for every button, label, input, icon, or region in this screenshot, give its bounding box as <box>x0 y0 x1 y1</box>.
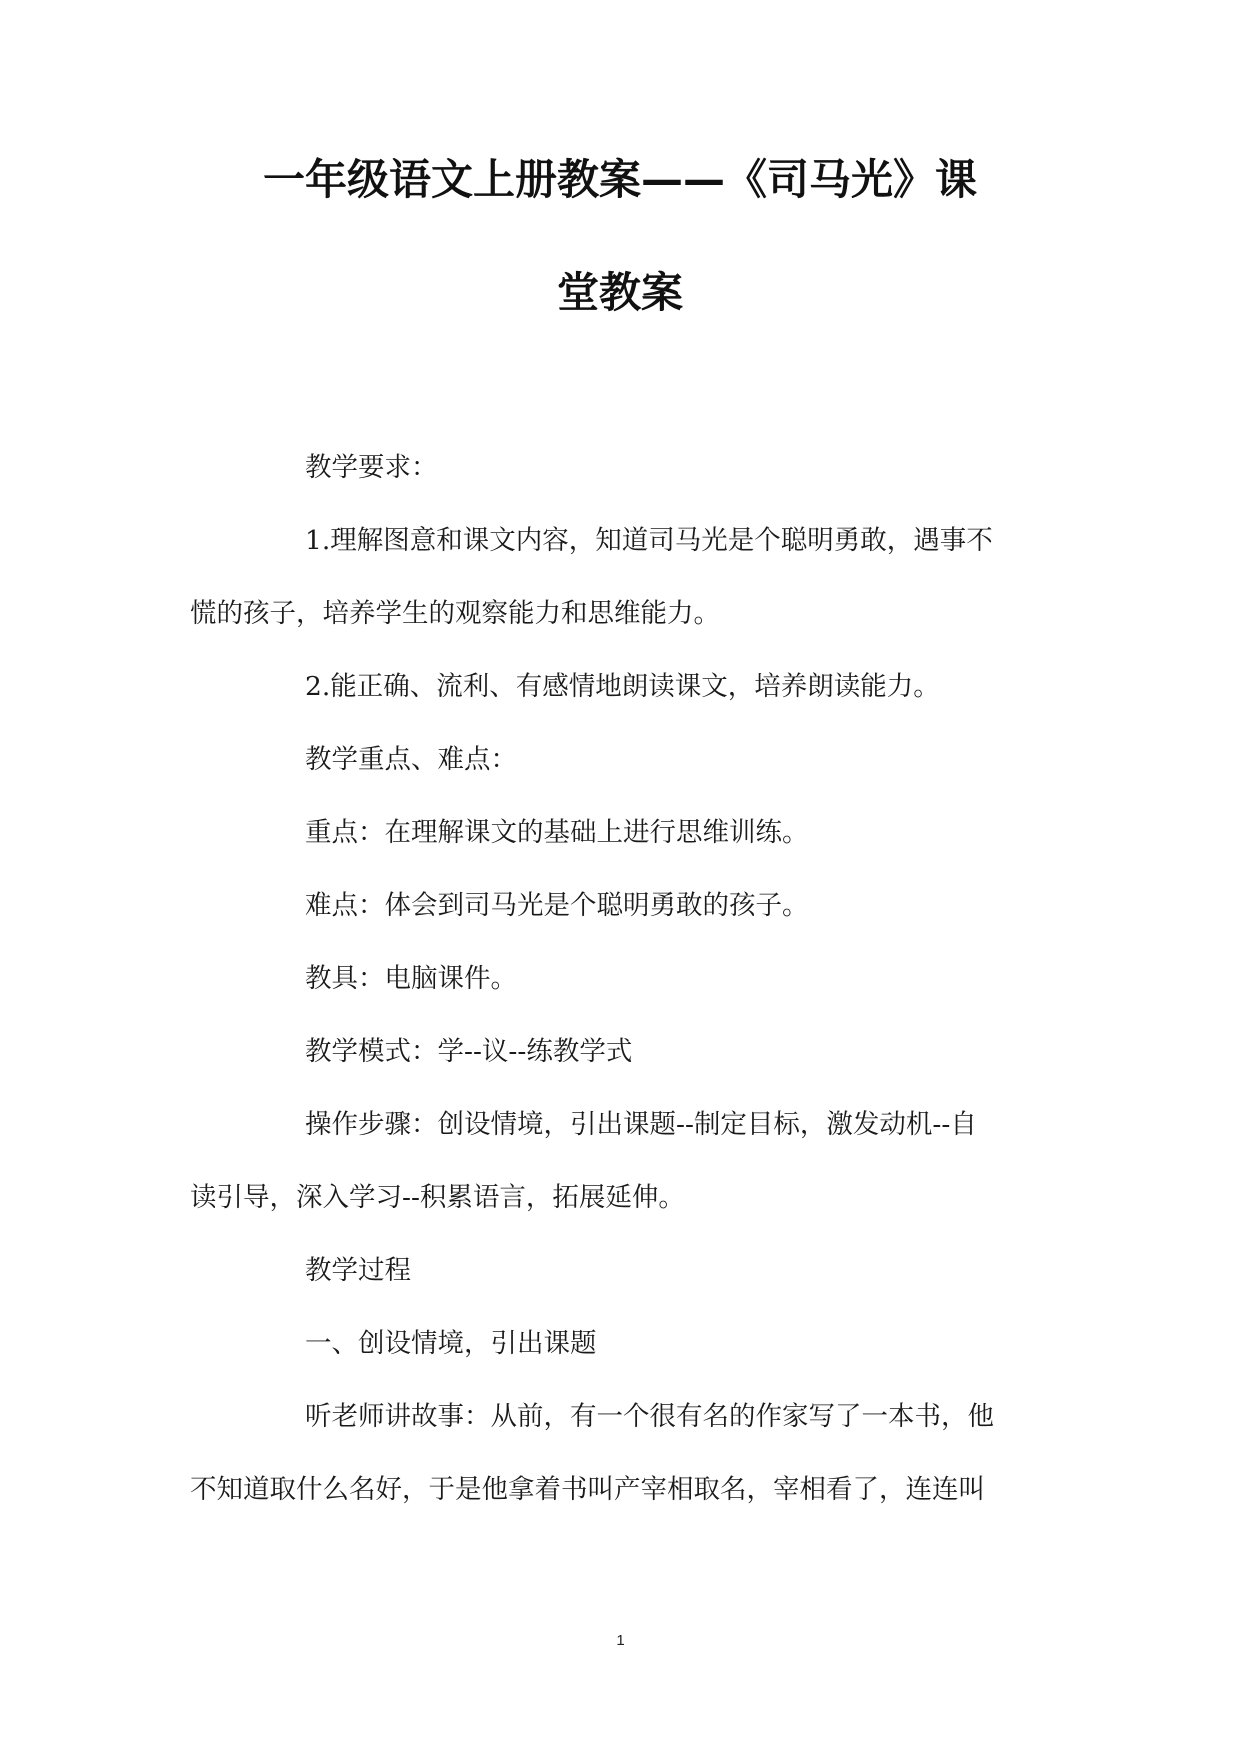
text-line: 听老师讲故事：从前，有一个很有名的作家写了一本书，他 <box>305 1401 994 1432</box>
text-line: 慌的孩子，培养学生的观察能力和思维能力。 <box>190 598 720 629</box>
text-line: 教学要求： <box>305 452 438 483</box>
text-line: 重点：在理解课文的基础上进行思维训练。 <box>305 817 809 848</box>
text-line: 教学模式：学--议--练教学式 <box>305 1036 633 1067</box>
document-title-line-1: 一年级语文上册教案——《司马光》课 <box>262 155 977 204</box>
page-number: 1 <box>616 1632 625 1649</box>
text-line: 教学过程 <box>305 1255 411 1286</box>
document-title-line-2: 堂教案 <box>556 268 683 317</box>
text-line: 难点：体会到司马光是个聪明勇敢的孩子。 <box>305 890 809 921</box>
text-line: 一、创设情境，引出课题 <box>305 1328 597 1359</box>
text-line: 2.能正确、流利、有感情地朗读课文，培养朗读能力。 <box>305 671 940 702</box>
text-line: 不知道取什么名好，于是他拿着书叫产宰相取名，宰相看了，连连叫 <box>190 1474 985 1505</box>
text-line: 教学重点、难点： <box>305 744 517 775</box>
text-line: 读引导，深入学习--积累语言，拓展延伸。 <box>190 1182 685 1213</box>
text-line: 操作步骤：创设情境，引出课题--制定目标，激发动机--自 <box>305 1109 977 1140</box>
text-line: 教具：电脑课件。 <box>305 963 517 994</box>
text-line: 1.理解图意和课文内容，知道司马光是个聪明勇敢，遇事不 <box>305 525 993 556</box>
